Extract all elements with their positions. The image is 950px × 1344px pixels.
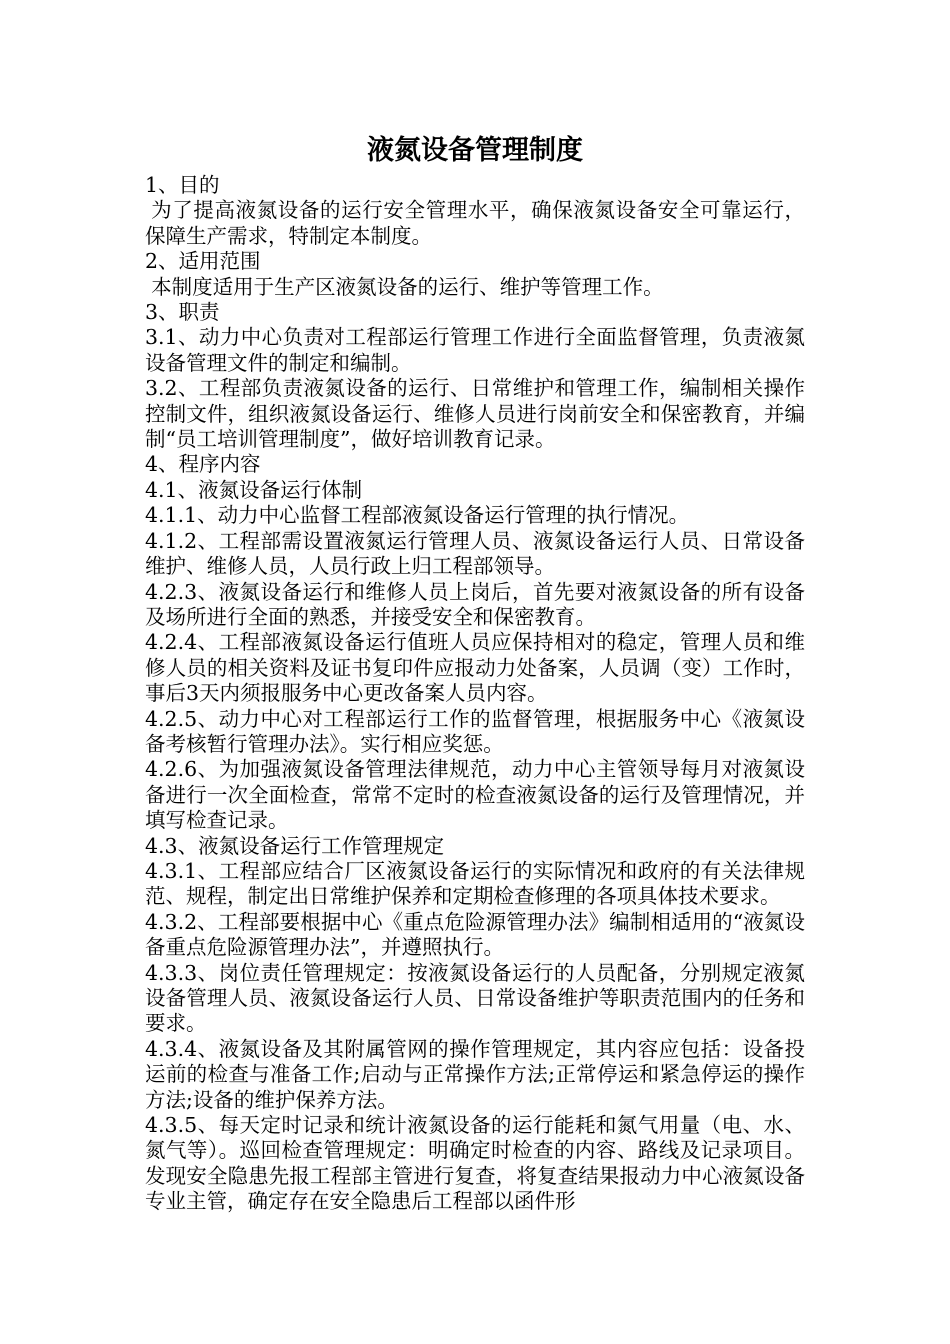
paragraph-4-1-2: 4.1.2、工程部需设置液氮运行管理人员、液氮设备运行人员、日常设备维护、维修人员，人员行政上归工程部领导。 (145, 528, 805, 579)
subsection-heading-4-1: 4.1、液氮设备运行体制 (145, 477, 363, 502)
paragraph-4-3-5: 4.3.5、每天定时记录和统计液氮设备的运行能耗和氮气用量（电、水、氮气等）。巡回检查管理规定：明确定时检查的内容、路线及记录项目。发现安全隐患先报工程部主管进行复查，将复查结果报动力中心液氮设备专业主管，确定存在安全隐患后工程部以函件形 (145, 1113, 805, 1214)
paragraph-3-1: 3.1、动力中心负责对工程部运行管理工作进行全面监督管理，负责液氮设备管理文件的制定和编制。 (145, 325, 805, 375)
section-heading-responsibilities: 3、职责 (145, 300, 220, 325)
paragraph-3-2: 3.2、工程部负责液氮设备的运行、日常维护和管理工作，编制相关操作控制文件，组织液氮设备运行、维修人员进行岗前安全和保密教育，并编制“员工培训管理制度”，做好培训教育记录。 (145, 376, 805, 452)
section-heading-scope: 2、适用范围 (145, 249, 261, 274)
paragraph-4-2-3: 4.2.3、液氮设备运行和维修人员上岗后，首先要对液氮设备的所有设备及场所进行全面的熟悉，并接受安全和保密教育。 (145, 579, 805, 629)
section-heading-purpose: 1、目的 (145, 173, 220, 197)
document-body (145, 173, 805, 1215)
paragraph-4-3-4: 4.3.4、液氮设备及其附属管网的操作管理规定，其内容应包括：设备投运前的检查与准备工作;启动与正常操作方法;正常停运和紧急停运的操作方法;设备的维护保养方法。 (145, 1036, 805, 1112)
paragraph-4-2-4: 4.2.4、工程部液氮设备运行值班人员应保持相对的稳定，管理人员和维修人员的相关资料及证书复印件应报动力处备案，人员调（变）工作时，事后3天内须报服务中心更改备案人员内容。 (145, 630, 805, 706)
paragraph-4-2-5: 4.2.5、动力中心对工程部运行工作的监督管理，根据服务中心《液氮设备考核暂行管理办法》。实行相应奖惩。 (145, 706, 805, 756)
paragraph-purpose: 为了提高液氮设备的运行安全管理水平，确保液氮设备安全可靠运行，保障生产需求，特制定本制度。 (145, 198, 805, 248)
paragraph-4-2-6: 4.2.6、为加强液氮设备管理法律规范，动力中心主管领导每月对液氮设备进行一次全面检查，常常不定时的检查液氮设备的运行及管理情况，并填写检查记录。 (145, 757, 805, 833)
document-title: 液氮设备管理制度 (367, 135, 583, 166)
subsection-heading-4-3: 4.3、液氮设备运行工作管理规定 (145, 833, 445, 858)
paragraph-4-3-1: 4.3.1、工程部应结合厂区液氮设备运行的实际情况和政府的有关法律规范、规程，制定出日常维护保养和定期检查修理的各项具体技术要求。 (145, 858, 805, 909)
paragraph-4-3-3: 4.3.3、岗位责任管理规定：按液氮设备运行的人员配备，分别规定液氮设备管理人员、液氮设备运行人员、日常设备维护等职责范围内的任务和要求。 (145, 960, 805, 1036)
paragraph-scope: 本制度适用于生产区液氮设备的运行、维护等管理工作。 (151, 274, 664, 299)
section-heading-procedure: 4、程序内容 (145, 452, 261, 477)
paragraph-4-3-2: 4.3.2、工程部要根据中心《重点危险源管理办法》编制相适用的“液氮设备重点危险源管理办法”，并遵照执行。 (145, 909, 805, 960)
paragraph-4-1-1: 4.1.1、动力中心监督工程部液氮设备运行管理的执行情况。 (145, 503, 690, 528)
